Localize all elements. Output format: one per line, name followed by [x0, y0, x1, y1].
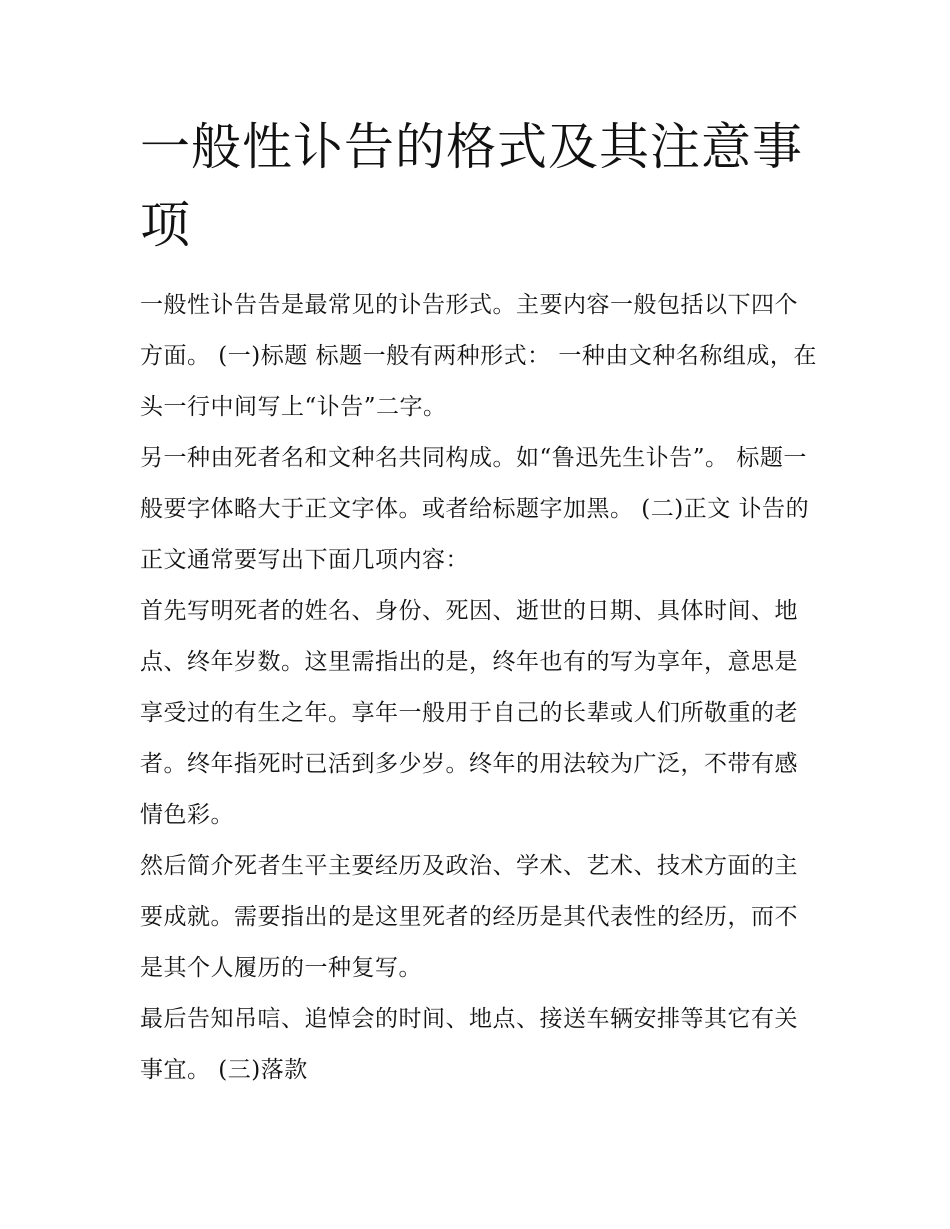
paragraph-title-format: 另一种由死者名和文种名共同构成。如“鲁迅先生讣告”。 标题一般要字体略大于正文字体。或者给标题字加黑。 (二)正文 讣告的正文通常要写出下面几项内容：: [140, 445, 810, 573]
paragraph-biography: 然后简介死者生平主要经历及政治、学术、艺术、技术方面的主要成就。需要指出的是这里死者的经历是其代表性的经历，而不是其个人履历的一种复写。: [140, 853, 798, 981]
document-page: [140, 108, 820, 1096]
paragraph-funeral-info: 最后告知吊唁、追悼会的时间、地点、接送车辆安排等其它有关事宜。 (三)落款: [140, 1006, 798, 1083]
paragraph-deceased-info: 首先写明死者的姓名、身份、死因、逝世的日期、具体时间、地点、终年岁数。这里需指出的是，终年也有的写为享年，意思是享受过的有生之年。享年一般用于自己的长辈或人们所敬重的老者。终年指死时已活到多少岁。终年的用法较为广泛，不带有感情色彩。: [140, 598, 798, 828]
document-title: 一般性讣告的格式及其注意事项: [140, 118, 803, 254]
paragraph-intro: 一般性讣告告是最常见的讣告形式。主要内容一般包括以下四个方面。 (一)标题 标题一般有两种形式： 一种由文种名称组成，在头一行中间写上“讣告”二字。: [140, 292, 817, 420]
